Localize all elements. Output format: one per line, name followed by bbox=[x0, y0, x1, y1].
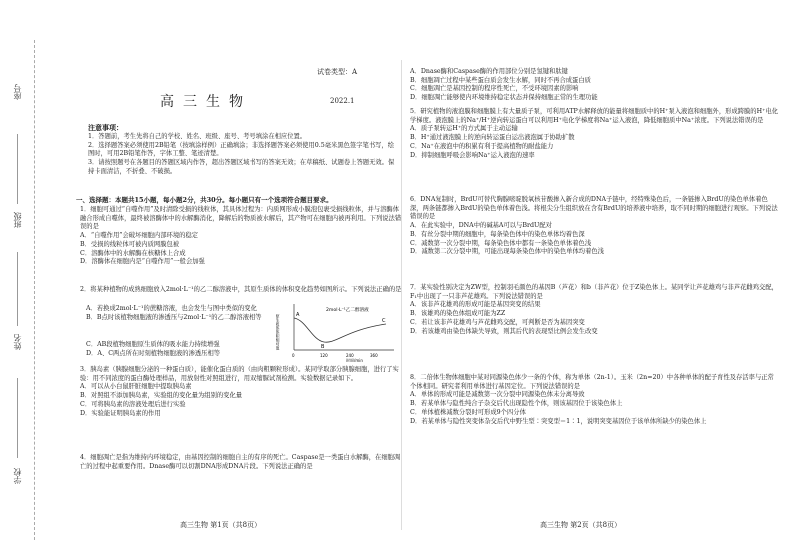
school-line bbox=[17, 378, 18, 458]
option: B．H⁺通过液泡膜上的逆向转运蛋白运出液泡属于协助扩散 bbox=[410, 134, 575, 142]
notes-list bbox=[88, 133, 400, 177]
option: D．若某单体与隐性突变体杂交后代中野生型∶突变型＝1∶1，说明突变基因位于该单体所缺少的染色体上 bbox=[410, 417, 707, 425]
point-b: B bbox=[321, 344, 325, 350]
point-c: C bbox=[382, 318, 386, 324]
footer-left: 高三生物 第1页（共8页） bbox=[180, 521, 262, 529]
point-a: A bbox=[296, 312, 300, 318]
option: D．溶酶体在细胞内是“自噬作用”一般会加强 bbox=[80, 258, 205, 266]
question-8 bbox=[410, 374, 780, 426]
option: C．减数第一次分裂中期，每条染色体中都有一条染色单体着色浅 bbox=[410, 239, 592, 247]
question-stem: 8．二倍体生物体细胞中某对同源染色体少一条的个体，称为单体（2n-1）。玉米（2n=20）中各种单体的配子育性及存活率与正常个体相同。研究者利用单体进行基因定位。下列说法错误的是 bbox=[410, 374, 774, 390]
name-line bbox=[17, 252, 18, 326]
y-axis-label: 原生质体体积相对值 bbox=[276, 314, 281, 350]
volume-graph bbox=[276, 300, 400, 362]
option: A．可以从小白鼠肝脏细胞中提取胰岛素 bbox=[80, 383, 192, 391]
section-heading: 一、选择题：本题共15小题，每小题2分，共30分。每小题只有一个选项符合题目要求。 bbox=[76, 196, 333, 204]
option: D．抑制细胞呼吸会影响Na⁺运入液泡的速率 bbox=[410, 151, 535, 159]
x-tick: 360 bbox=[370, 353, 378, 358]
option: A．在此实验中，DNA中的碱基A可以与BrdU配对 bbox=[410, 222, 552, 230]
question-3 bbox=[80, 366, 402, 418]
question-1 bbox=[80, 206, 402, 267]
option: C．单体植株减数分裂时可形成9个四分体 bbox=[410, 408, 526, 416]
question-stem: 3．胰岛素（胰腺细胞分泌的一种蛋白质），能催化蛋白质的（由肉粗颗粒形成）。某同学取部分胰腺细胞，进行了实验：用不同浓度的蛋白酶处理样品，用放射性对照组进行，用双缩脲试剂检测。实验数据记录如下。 bbox=[80, 366, 399, 382]
option: B．若某单体与隐性纯合子杂交后代出现隐性个体，则该基因位于该染色体上 bbox=[410, 400, 623, 408]
volume-curve bbox=[294, 318, 386, 342]
x-tick: 0 bbox=[292, 353, 295, 358]
question-stem: 2．将某种植物的成熟细胞放入2mol·L⁻¹的乙二醇溶液中，其原生质体的体积变化趋势如图所示。下列说法正确的是 bbox=[80, 286, 402, 293]
option: C．可将胰岛素的溶液处理后进行实验 bbox=[80, 400, 186, 408]
x-tick: 240 bbox=[346, 353, 354, 358]
option: B．对照组不添加胰岛素，实验组的变化量为组别的变化量 bbox=[80, 392, 243, 400]
option: C．AB段植物细胞原生质体的吸水能力持续增强 bbox=[86, 341, 220, 348]
option: A．单体的形成可能是减数第一次分裂中同源染色体未分离导致 bbox=[410, 391, 585, 399]
cut-line bbox=[34, 40, 35, 540]
note-item: 2．选择题答案必须使用2B铅笔（按填涂样例）正确填涂；非选择题答案必须使用0.5毫米黑色签字笔书写，绘图时，可用2B铅笔作答，字体工整、笔迹清楚。 bbox=[88, 141, 395, 158]
question-5 bbox=[410, 108, 780, 160]
class-label: 班级 bbox=[13, 212, 22, 228]
option: D．细胞凋亡能够使内环境维持稳定状态并保持细胞正常的生理功能 bbox=[410, 94, 598, 102]
footer-right: 高三生物 第2页（共8页） bbox=[540, 521, 622, 529]
question-stem: 7．某实验性别决定为ZW型，控制羽毛颜色的基因B（芦花）和b（非芦花）位于Z染色体上。某同学让芦花雄鸡与非芦花雌鸡交配，F₁中出现了一只非芦花雄鸡。下列说法错误的是 bbox=[410, 284, 778, 300]
x-tick: 120 bbox=[320, 353, 328, 358]
option: B．该雄鸡的染色体组成可能为ZZ bbox=[410, 310, 506, 318]
option: A．“自噬作用”会破坏细胞内部环境的稳定 bbox=[80, 232, 199, 240]
x-axis-label: 时间/min bbox=[346, 358, 363, 362]
option: A．质子泵转运H⁺的方式属于主动运输 bbox=[410, 125, 518, 133]
class-line bbox=[17, 134, 18, 204]
note-item: 1．答题前，考生先将自己的学校、姓名、班级、座号、考号填涂在相应位置。 bbox=[88, 133, 307, 140]
question-4-stem bbox=[80, 454, 402, 471]
binding-strip bbox=[0, 40, 70, 540]
question-stem: 6．DNA复制时，BrdU可替代胸腺嘧啶脱氧核苷酸掺入新合成的DNA子链中，经特殊染色后，一条链掺入BrdU的染色单体着色深，两条链都掺入BrdU的染色单体着色浅。将根尖分生组织放在含有BrdU的培养液中培养，取不同时期的细胞进行观察。下列说法错误的是 bbox=[410, 196, 778, 221]
option: B．B点时该植物细胞液的渗透压与2mol·L⁻¹的乙二醇溶液相等 bbox=[86, 313, 262, 321]
seat-label: 座号 bbox=[13, 84, 22, 100]
option: D．实验能证明胰岛素的作用 bbox=[80, 409, 161, 417]
exam-date: 2022.1 bbox=[330, 97, 355, 105]
option: B．受损的线粒体可被内质网膜包被 bbox=[80, 240, 180, 248]
name-label: 姓名 bbox=[13, 334, 22, 350]
option: A．若换成2mol·L⁻¹的蔗糖溶液，也会发生与图中类似的变化 bbox=[86, 305, 257, 312]
question-stem: 4．细胞凋亡是指为维持内环境稳定，由基因控制的细胞自主的有序的死亡。Caspase是一类蛋白水解酶，在细胞凋亡的过程中起重要作用。Dnase酶可以切割DNA形成DNA片段。下列说法正确的是 bbox=[80, 454, 401, 470]
option: C．细胞凋亡是基因控制的程序性死亡，不受环境因素的影响 bbox=[410, 85, 579, 93]
option: A．该非芦花雄鸡的形成可能是基因突变的结果 bbox=[410, 301, 541, 309]
question-4-options bbox=[410, 68, 780, 103]
notes-heading: 注意事项： bbox=[88, 123, 123, 132]
option: C．若让该非芦花雄鸡与芦花雌鸡交配，可判断是否为基因突变 bbox=[410, 318, 585, 326]
option: D．若该雄鸡由染色体缺失导致，则其后代的表现型比例会发生改变 bbox=[410, 327, 598, 335]
option: D．A、C两点所在时刻植物细胞液的渗透压相等 bbox=[86, 349, 221, 357]
question-2-stem bbox=[80, 286, 402, 295]
option: D．减数第二次分裂中期，可能出现每条染色体中的染色单体均着色浅 bbox=[410, 248, 604, 256]
option: C．溶酶体中的水解酶在核糖体上合成 bbox=[80, 249, 186, 257]
option: C．Na⁺在液泡中的积累有利于提高植物的耐盐能力 bbox=[410, 142, 554, 150]
question-6 bbox=[410, 196, 780, 257]
question-stem: 5．研究植物的液泡膜和细胞膜上有大量质子泵，可利用ATP水解释放的能量将细胞质中的H⁺泵入液泡和细胞外，形成跨膜的H⁺电化学梯度。液泡膜上的Na⁺/H⁺逆向转运蛋白可以利用H⁺电化学梯度将Na⁺运入液泡，降低细胞质中Na⁺浓度。下列说法错误的是 bbox=[410, 108, 779, 124]
option: B．有丝分裂中期的细胞中，每条染色体中的染色单体均着色深 bbox=[410, 230, 585, 238]
option: B．细胞凋亡过程中某些蛋白质会发生水解，同时不再合成蛋白质 bbox=[410, 76, 591, 84]
school-label: 学校 bbox=[13, 468, 22, 484]
option: A．Dnase酶和Caspase酶的作用部位分别是氢键和肽键 bbox=[410, 68, 568, 75]
question-stem: 1．细胞可通过“自噬作用”及时清除受损的线粒体，其具体过程为：内质网形成小膜泡包裹受损线粒体，并与溶酶体融合形成自噬体，最终被溶酶体中的水解酶消化，降解后的物质被水解后，其产物可在细胞内被再利用。下列说法错误的是 bbox=[80, 206, 402, 231]
question-7 bbox=[410, 284, 780, 336]
series-label: 2mol·L⁻¹乙二醇溶液 bbox=[326, 308, 369, 313]
page-title: 高三生物 bbox=[160, 94, 252, 110]
exam-type: 试卷类型：A bbox=[317, 68, 358, 76]
question-2-options bbox=[86, 305, 276, 322]
note-item: 3．请按照题号在各题目的答题区域内作答，超出答题区域书写的答案无效；在草稿纸、试题卷上答题无效。保持卡面清洁，不折叠、不破损。 bbox=[88, 159, 395, 175]
